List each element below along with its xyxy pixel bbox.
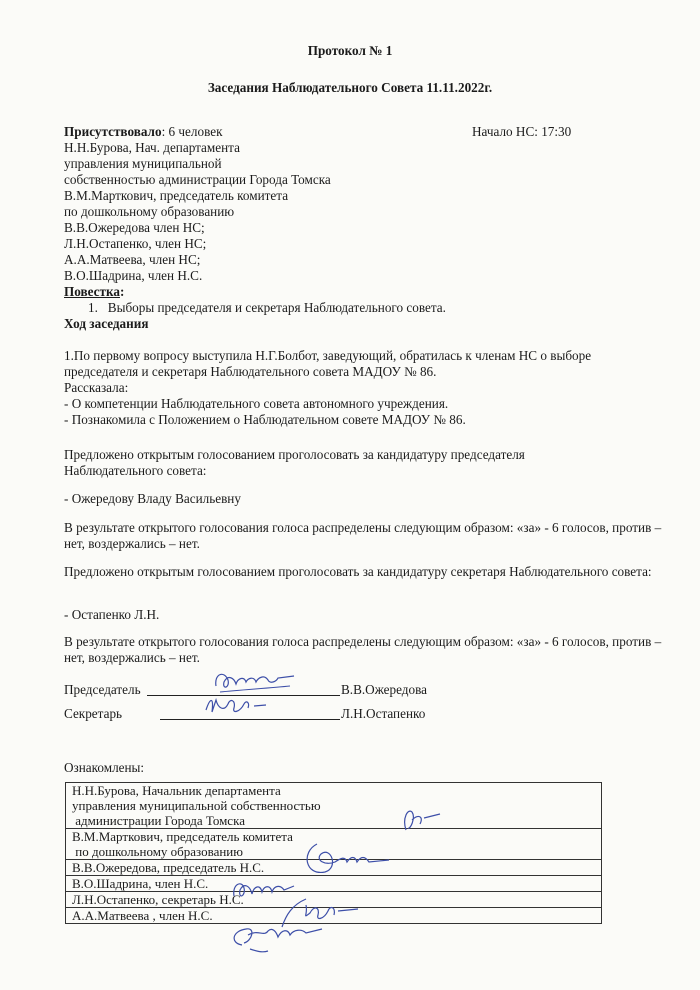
attendance-label: Присутствовало bbox=[64, 124, 162, 139]
cell-line: администрации Города Томска bbox=[72, 813, 245, 828]
table-cell: В.В.Ожередова, председатель Н.С. bbox=[66, 860, 602, 876]
attendance-count: : 6 человек bbox=[161, 124, 223, 139]
cell-line: В.М.Марткович, председатель комитета bbox=[72, 829, 293, 844]
paragraph-secretary-proposal: Предложено открытым голосованием проголосовать за кандидатуру секретаря Наблюдательного совета: bbox=[64, 564, 652, 579]
chair-label: Председатель bbox=[64, 682, 141, 697]
member-line: В.В.Ожередова член НС; bbox=[64, 220, 205, 235]
agenda-item-number: 1. bbox=[88, 300, 98, 315]
agenda-label: Повестка bbox=[64, 284, 120, 299]
paragraph-chair-proposal: Предложено открытым голосованием проголосовать за кандидатуру председателя Наблюдательного совета: bbox=[64, 447, 525, 478]
agenda-item-text: Выборы председателя и секретаря Наблюдательного совета. bbox=[107, 300, 446, 315]
member-line: Л.Н.Остапенко, член НС; bbox=[64, 236, 207, 251]
start-time: Начало НС: 17:30 bbox=[472, 124, 572, 139]
attendance-line bbox=[64, 124, 222, 140]
paragraph-competence: - О компетенции Наблюдательного совета автономного учреждения. bbox=[64, 396, 449, 411]
paragraph-secretary-vote: В результате открытого голосования голоса распределены следующим образом: «за» - 6 голосов, против – нет, воздержались – нет. bbox=[64, 634, 662, 665]
member-line: А.А.Матвеева, член НС; bbox=[64, 252, 201, 267]
agenda-item bbox=[88, 300, 446, 316]
member-line: В.О.Шадрина, член Н.С. bbox=[64, 268, 203, 283]
table-cell: В.О.Шадрина, член Н.С. bbox=[66, 876, 602, 892]
cell-line: Н.Н.Бурова, Начальник департамента bbox=[72, 783, 281, 798]
table-cell: А.А.Матвеева , член Н.С. bbox=[66, 908, 602, 924]
table-row bbox=[66, 783, 602, 829]
secretary-signature bbox=[200, 690, 270, 720]
member-line: собственностью администрации Города Томска bbox=[64, 172, 331, 187]
document-subtitle: Заседания Наблюдательного Совета 11.11.2022г. bbox=[207, 80, 493, 95]
secretary-label: Секретарь bbox=[64, 706, 123, 721]
paragraph-chair-candidate: - Ожередову Владу Васильевну bbox=[64, 491, 241, 506]
document-title: Протокол № 1 bbox=[307, 43, 393, 58]
member-line: Н.Н.Бурова, Нач. департамента bbox=[64, 140, 240, 155]
proceedings-heading: Ход заседания bbox=[64, 316, 149, 331]
member-line: управления муниципальной bbox=[64, 156, 222, 171]
acknowledged-label: Ознакомлены: bbox=[64, 760, 145, 775]
martkovich-signature bbox=[295, 836, 395, 884]
agenda-colon: : bbox=[119, 284, 125, 299]
chair-name: В.В.Ожередова bbox=[341, 682, 427, 697]
paragraph-first-question: 1.По первому вопросу выступила Н.Г.Болбот, заведующий, обратилась к членам НС о выборе председателя и секретаря Наблюдательного совета МАДОУ № 86. bbox=[64, 348, 592, 379]
cell-line: по дошкольному образованию bbox=[72, 844, 243, 859]
cell-line: управления муниципальной собственностью bbox=[72, 798, 321, 813]
matveeva-signature bbox=[228, 915, 328, 957]
agenda-heading bbox=[64, 284, 124, 300]
table-cell bbox=[66, 783, 602, 829]
paragraph-regulation: - Познакомила с Положением о Наблюдательном совете МАДОУ № 86. bbox=[64, 412, 466, 427]
member-line: по дошкольному образованию bbox=[64, 204, 235, 219]
table-cell: Л.Н.Остапенко, секретарь Н.С. bbox=[66, 892, 602, 908]
paragraph-chair-vote: В результате открытого голосования голоса распределены следующим образом: «за» - 6 голосов, против – нет, воздержались – нет. bbox=[64, 520, 662, 551]
secretary-name: Л.Н.Остапенко bbox=[341, 706, 426, 721]
paragraph-told: Рассказала: bbox=[64, 380, 129, 395]
member-line: В.М.Марткович, председатель комитета bbox=[64, 188, 289, 203]
paragraph-secretary-candidate: - Остапенко Л.Н. bbox=[64, 607, 160, 622]
burova-signature bbox=[396, 800, 446, 840]
